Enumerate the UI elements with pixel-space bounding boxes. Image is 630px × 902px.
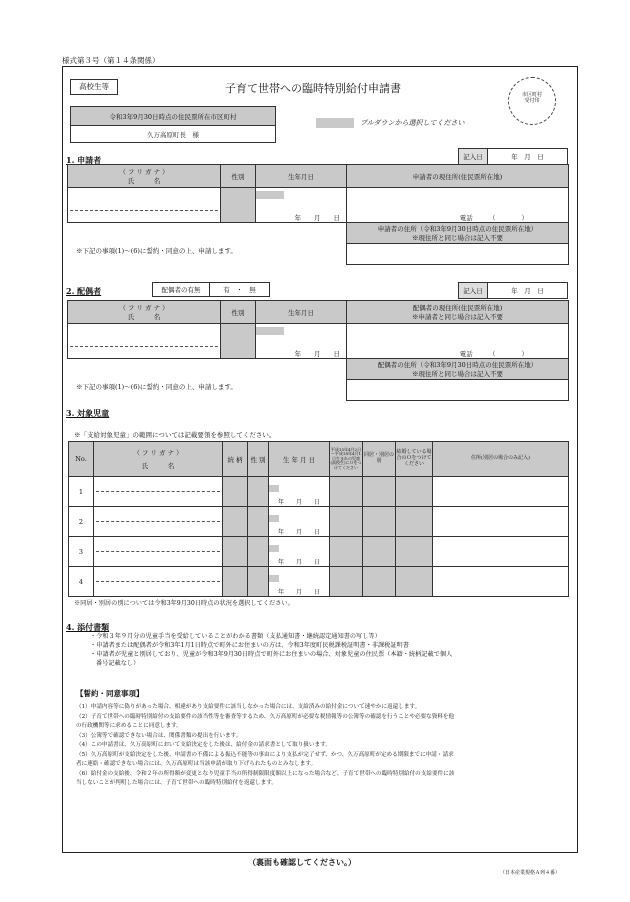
badge: 高校生等 <box>70 79 118 95</box>
mayor-label: 久万高原町長 様 <box>71 126 276 143</box>
applicant-name-input[interactable] <box>68 188 221 223</box>
applicant-sex-input[interactable] <box>221 188 256 223</box>
child-name-input[interactable] <box>94 507 223 537</box>
spouse-date-input[interactable]: 年 月 日 <box>488 283 568 299</box>
children-table: No. （ フ リ ガ ナ ） 氏 名 続 柄 性 別 生 年 月 日 平成15年4月2日～平成18年4月1日生まれの児童(高校生)にＯをつけてください 同居・別居の別 結婚している場合のＯをつけてください 住所(別居の場合のみ記入) 1 年 月 日 2 年 月 日 3 年 月 日 4 年 月 日 <box>68 441 569 597</box>
spouse-name-input[interactable] <box>68 324 221 359</box>
child-row: 1 年 月 日 <box>69 477 569 507</box>
form-number: 様式第３号（第１４条関係） <box>62 56 160 65</box>
spouse-table: （ フ リ ガ ナ ） 氏 名 性別 生年月日 配偶者の現住所(住民票所在地) ※申請者と同じ場合は記入不要 年 月 日 電話 （ ） 配偶者の住所（令和3年9月30日時点の住民票所在地） ※現住所と同じ場合は記入不要 <box>67 300 569 401</box>
municipality-table <box>70 106 276 143</box>
child-name-input[interactable] <box>94 477 223 507</box>
spouse-past-address-input[interactable] <box>347 380 569 401</box>
applicant-heading: 1. 申請者 <box>66 155 102 165</box>
child-name-input[interactable] <box>94 567 223 597</box>
pledge-heading: 【誓約・同意事項】 <box>76 689 144 698</box>
child-row: 2 年 月 日 <box>69 507 569 537</box>
spouse-dob-input[interactable]: 年 月 日 <box>256 324 347 359</box>
spouse-presence-table: 配偶者の有無 有 ・ 無 <box>152 282 270 297</box>
spouse-heading: 2. 配偶者 <box>66 286 102 296</box>
children-heading: 3. 対象児童 <box>66 408 110 418</box>
applicant-table: （ フ リ ガ ナ ） 氏 名 性別 生年月日 申請者の現住所(住民票所在地) 年 月 日 電話 （ ） 申請者の住所（令和3年9月30日時点の住民票所在地） ※現住所と同じ場合は記入不要 <box>67 164 569 265</box>
applicant-past-address-input[interactable] <box>347 244 569 265</box>
back-note: （裏面も確認してください。） <box>248 857 356 867</box>
children-footnote: ※同居・別居の別については令和3年9月30日時点の状況を選択してください。 <box>74 600 294 607</box>
attachments-list: ・令和３年９月分の児童手当を受給していることがわかる書類（支払通知書・継続認定通知書の写し等） ・申請者または配偶者が令和3年1月1日時点で町外にお住まいの方は、令和3年度町民税課税証明書・非課税証明書 ・申請者が児童と別居しており、児童が令和3年9月30日時点で町外にお住まいの場合、対象児童の住民票（本籍・続柄記載で個人 番号記載なし） <box>90 633 453 667</box>
spouse-date-table: 記入日 年 月 日 <box>458 282 568 299</box>
spouse-address-input[interactable]: 電話 （ ） <box>347 324 569 359</box>
spouse-sex-input[interactable] <box>221 324 256 359</box>
municipality-pulldown[interactable] <box>316 118 354 128</box>
form-title: 子育て世帯への臨時特別給付申請書 <box>225 82 401 95</box>
applicant-dob-input[interactable]: 年 月 日 <box>256 188 347 223</box>
child-row: 3 年 月 日 <box>69 537 569 567</box>
reception-stamp: 市区町村 受付印 <box>508 77 556 125</box>
children-note: ※「支給対象児童」の範囲については記載要領を参照してください。 <box>74 431 276 439</box>
spouse-presence-select[interactable]: 有 ・ 無 <box>210 283 270 297</box>
child-name-input[interactable] <box>94 537 223 567</box>
attachments-heading: 4. 添付書類 <box>66 622 110 632</box>
applicant-consent: ※下記の事項(1)～(6)に誓約・同意の上、申請します。 <box>76 247 237 255</box>
applicant-date-table: 記入日 年 月 日 <box>458 148 568 165</box>
applicant-address-input[interactable]: 電話 （ ） <box>347 188 569 223</box>
paper-size: （日本産業規格Ａ列４番） <box>500 870 561 876</box>
pulldown-hint: プルダウンから選択してください <box>360 119 465 127</box>
address-header: 令和3年9月30日時点の住民票所在市区町村 <box>71 107 276 126</box>
child-row: 4 年 月 日 <box>69 567 569 597</box>
spouse-consent: ※下記の事項(1)～(6)に誓約・同意の上、申請します。 <box>76 383 237 391</box>
pledge-list: （1）申請内容等に偽りがあった場合、相違があり支給要件に該当しなかった場合には、支給済みの給付金について速やかに返還します。 （2）子育て世帯への臨時特別給付の支給要件の該当性等を審査等するため、久万高原町が必要な税情報等の公簿等の確認を行うことや必要な資料を他 の行政機関等に求めることに同意します。 （3）公簿等で確認できない場合は、関係書類の提出を行います。 （4）この申請書は、久万高原町において支給決定をした後は、給付金の請求書として取り扱います。 （5）久万高原町が支給決定をした後、申請書の不備による振込不能等の事由により支払が完了せず、かつ、久万高原町が定める期限までに申請・請求 者に連絡・確認できない場合には、久万高原町は当該申請が取り下げられたものとみなします。 （6）給付金の支給後、令和２年の所得額が変更となり児童手当の所得制限限度額以上になった場合など、子育て世帯への臨時特別給付の支給要件に該 当しないことが判明した場合には、子育て世帯への臨時特別給付を返還します。 <box>76 704 455 786</box>
applicant-date-input[interactable]: 年 月 日 <box>488 149 568 165</box>
